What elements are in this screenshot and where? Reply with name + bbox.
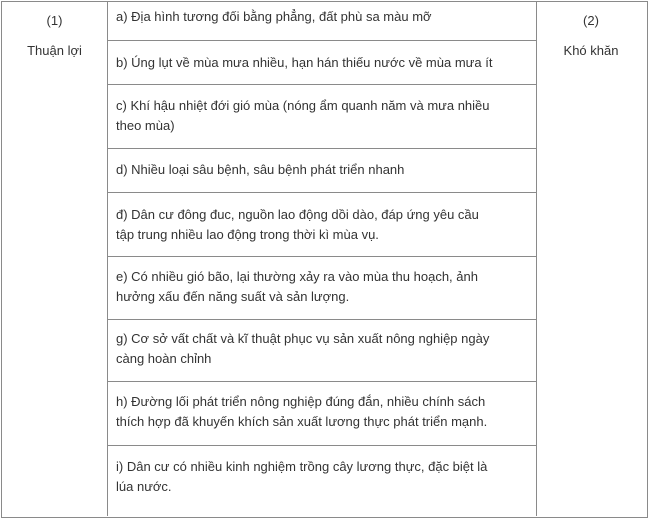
difficulties-label: Khó khăn	[563, 43, 619, 58]
advantages-number: (1)	[46, 13, 63, 28]
statement-b	[108, 41, 536, 85]
statement-text: a) Địa hình tương đối bằng phẳng, đất phù sa màu mỡ	[116, 9, 432, 24]
advantages-label: Thuận lợi	[27, 43, 82, 58]
statement-text: b) Úng lụt về mùa mưa nhiều, hạn hán thiếu nước về mùa mưa ít	[116, 55, 493, 70]
statement-line: đ) Dân cư đông đuc, nguồn lao động dồi dào, đáp ứng yêu cầu	[116, 207, 479, 222]
statement-line: hưởng xấu đến năng suất và sản lượng.	[116, 289, 350, 304]
statement-h	[108, 382, 536, 446]
difficulties-number: (2)	[583, 13, 599, 28]
statement-line: thích hợp đã khuyến khích sản xuất lương thực phát triển mạnh.	[116, 414, 488, 429]
statement-dd	[108, 193, 536, 257]
statement-line: lúa nước.	[116, 479, 172, 494]
statement-e	[108, 257, 536, 320]
statement-text: d) Nhiều loại sâu bệnh, sâu bệnh phát triển nhanh	[116, 162, 405, 177]
statement-line: e) Có nhiều gió bão, lại thường xảy ra vào mùa thu hoạch, ảnh	[116, 269, 478, 284]
statement-i	[108, 446, 536, 516]
statement-line: tập trung nhiều lao động trong thời kì mùa vụ.	[116, 227, 379, 242]
statement-g	[108, 320, 536, 382]
statement-line: càng hoàn chỉnh	[116, 351, 212, 366]
statement-c	[108, 85, 536, 149]
statement-a	[108, 1, 536, 41]
statement-line: g) Cơ sở vất chất và kĩ thuật phục vụ sản xuất nông nghiệp ngày	[116, 331, 490, 346]
statement-line: h) Đường lối phát triển nông nghiệp đúng đắn, nhiều chính sách	[116, 394, 486, 409]
statement-line: c) Khí hậu nhiệt đới gió mùa (nóng ẩm quanh năm và mưa nhiều	[116, 98, 490, 113]
statement-line: theo mùa)	[116, 118, 175, 133]
statement-line: i) Dân cư có nhiều kinh nghiệm trồng cây lương thực, đặc biệt là	[116, 459, 488, 474]
difficulties-column	[537, 1, 645, 516]
statements-column	[107, 1, 537, 516]
advantages-column	[1, 1, 108, 516]
statement-d	[108, 149, 536, 193]
